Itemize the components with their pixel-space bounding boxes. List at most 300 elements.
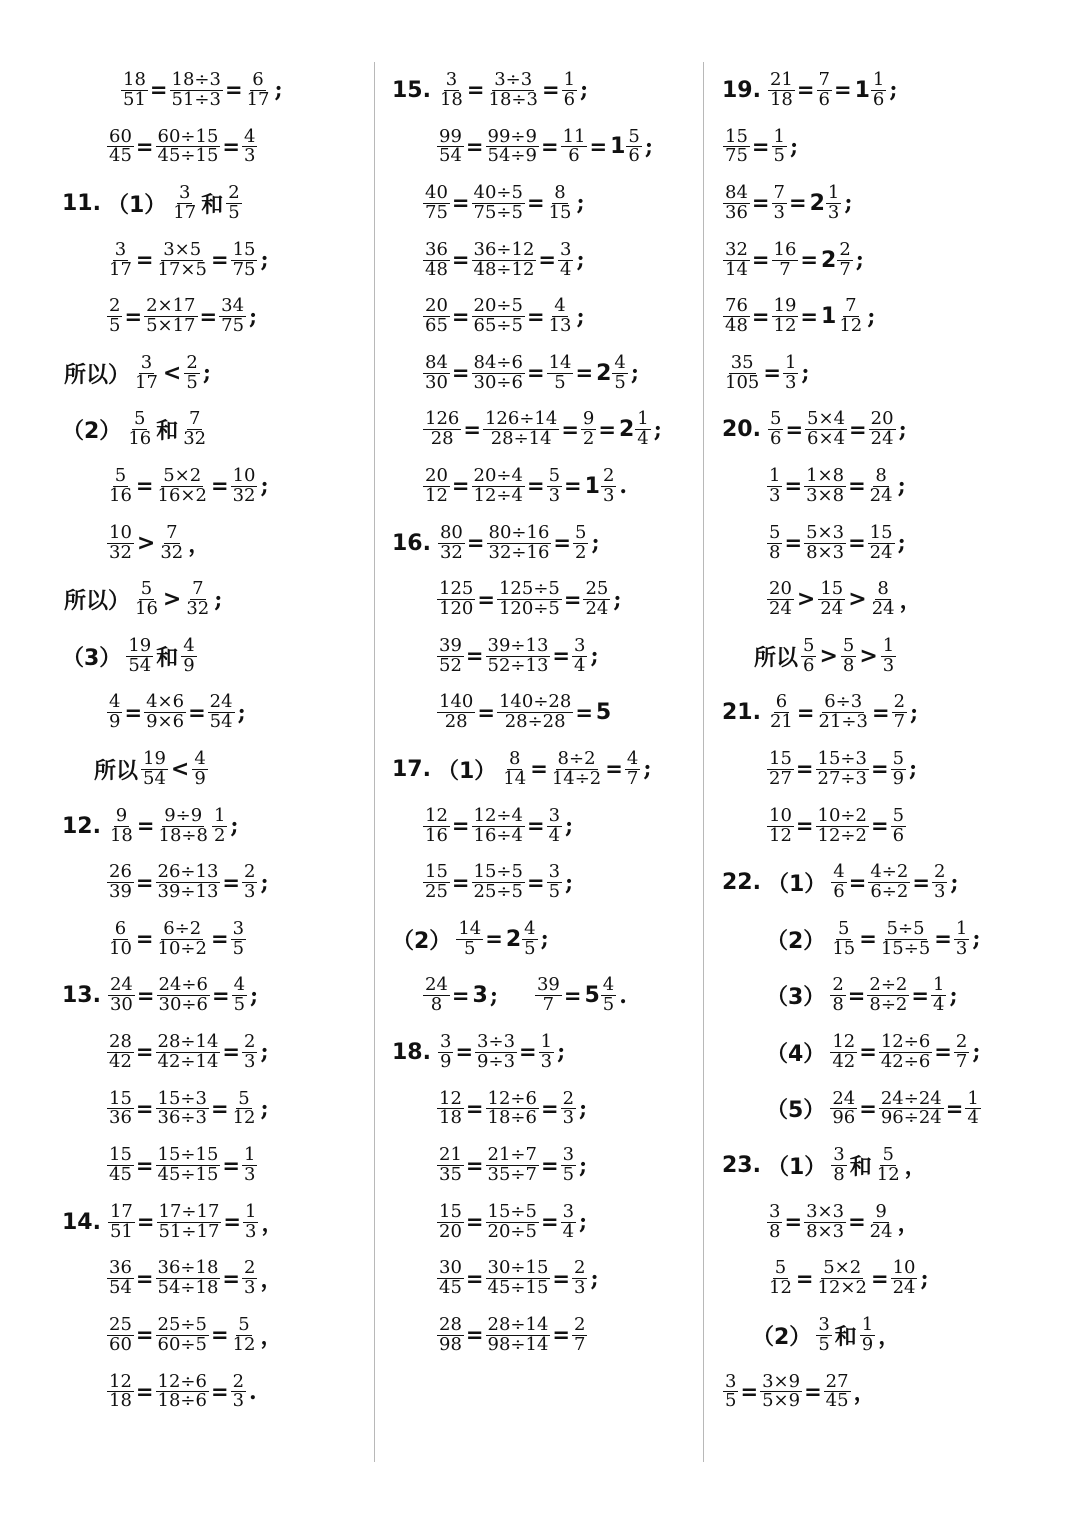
punctuation: ; bbox=[579, 1209, 588, 1236]
numerator: 3 bbox=[232, 917, 245, 939]
numerator: 2 bbox=[574, 1257, 586, 1279]
fraction bbox=[772, 184, 787, 223]
whole-number: 3 bbox=[472, 983, 488, 1009]
fraction bbox=[219, 297, 246, 336]
numerator: 20 bbox=[870, 408, 894, 430]
equals-sign: = bbox=[124, 304, 143, 329]
equals-sign: = bbox=[136, 814, 155, 839]
math-line bbox=[62, 119, 367, 176]
whole-number: 2 bbox=[821, 247, 837, 273]
numerator: 24 bbox=[109, 974, 133, 996]
problem-number: 12. bbox=[62, 813, 101, 839]
math-line bbox=[392, 685, 697, 742]
fraction bbox=[475, 1033, 517, 1072]
numerator: 12÷6 bbox=[487, 1087, 537, 1109]
numerator: 15 bbox=[869, 521, 893, 543]
numerator: 12 bbox=[832, 1031, 856, 1052]
math-line bbox=[722, 911, 1032, 968]
fraction bbox=[723, 184, 750, 223]
part-label: （2） bbox=[752, 1324, 812, 1350]
fraction bbox=[891, 804, 906, 846]
numerator: 3×3 bbox=[806, 1200, 845, 1222]
equals-sign: = bbox=[451, 474, 470, 499]
fraction bbox=[156, 238, 209, 280]
fraction bbox=[881, 634, 896, 676]
denominator: 24 bbox=[585, 598, 609, 620]
numerator: 1 bbox=[773, 125, 785, 147]
denominator: 21 bbox=[769, 711, 793, 733]
whole-number: 2 bbox=[618, 417, 635, 443]
fraction bbox=[192, 750, 207, 789]
numerator: 2 bbox=[244, 861, 256, 883]
denominator: 14÷2 bbox=[551, 767, 602, 789]
denominator: 9 bbox=[109, 711, 121, 733]
punctuation: ; bbox=[250, 982, 259, 1009]
denominator: 45 bbox=[439, 1277, 462, 1299]
denominator: 51 bbox=[109, 1220, 133, 1242]
fraction bbox=[231, 1370, 246, 1412]
whole-number: 2 bbox=[809, 190, 825, 216]
fraction bbox=[231, 467, 258, 506]
math-line bbox=[722, 1194, 1032, 1251]
equals-sign: = bbox=[135, 1040, 154, 1065]
fraction bbox=[767, 467, 782, 506]
numerator: 19 bbox=[143, 748, 166, 770]
denominator: 3 bbox=[827, 201, 840, 223]
fraction bbox=[561, 125, 588, 167]
math-line bbox=[62, 685, 367, 742]
denominator: 4 bbox=[560, 258, 572, 280]
equals-sign: = bbox=[135, 1153, 154, 1178]
fraction bbox=[561, 1087, 576, 1129]
numerator: 18 bbox=[123, 68, 146, 90]
punctuation: ; bbox=[949, 982, 958, 1009]
punctuation: ， bbox=[878, 1323, 901, 1350]
denominator: 54 bbox=[128, 654, 152, 676]
numerator: 1 bbox=[563, 68, 576, 90]
equals-sign: = bbox=[526, 870, 545, 895]
denominator: 5 bbox=[614, 371, 626, 393]
denominator: 3 bbox=[574, 1277, 586, 1299]
numerator: 2÷2 bbox=[869, 974, 908, 996]
numerator: 2 bbox=[602, 465, 615, 487]
fraction bbox=[423, 297, 450, 336]
denominator: 7 bbox=[626, 767, 639, 789]
equals-sign: = bbox=[859, 1040, 877, 1065]
fraction bbox=[547, 467, 562, 506]
numerator: 10 bbox=[769, 804, 792, 826]
fraction bbox=[486, 1259, 551, 1298]
fraction bbox=[830, 1033, 857, 1072]
fraction bbox=[547, 184, 574, 223]
fraction bbox=[768, 68, 795, 110]
equals-sign: = bbox=[519, 1040, 537, 1065]
denominator: 3 bbox=[540, 1050, 553, 1072]
numerator: 1 bbox=[245, 1200, 257, 1222]
equals-sign: = bbox=[563, 587, 582, 612]
denominator: 6×4 bbox=[807, 428, 846, 450]
fraction bbox=[879, 917, 932, 959]
equals-sign: = bbox=[751, 134, 770, 159]
numerator: 4 bbox=[626, 748, 639, 770]
numerator: 5 bbox=[838, 917, 850, 939]
denominator: 32 bbox=[186, 598, 210, 620]
fraction bbox=[437, 634, 464, 676]
denominator: 24 bbox=[871, 598, 895, 620]
fraction bbox=[931, 976, 946, 1015]
fraction bbox=[868, 1200, 895, 1242]
equals-sign: = bbox=[751, 304, 770, 329]
numerator: 12 bbox=[109, 1370, 132, 1392]
denominator: 18 bbox=[109, 824, 133, 846]
problem-number: 19. bbox=[722, 77, 761, 103]
equals-sign: = bbox=[575, 700, 593, 725]
denominator: 4 bbox=[967, 1107, 979, 1129]
fraction bbox=[423, 976, 450, 1015]
numerator: 26 bbox=[109, 861, 132, 883]
numerator: 10 bbox=[232, 465, 256, 487]
denominator: 32 bbox=[109, 541, 132, 563]
math-line bbox=[722, 798, 1032, 855]
fraction bbox=[723, 351, 761, 393]
denominator: 54 bbox=[143, 767, 166, 789]
equals-sign: = bbox=[911, 983, 929, 1008]
denominator: 18÷6 bbox=[487, 1107, 537, 1129]
numerator: 3÷3 bbox=[477, 1031, 516, 1052]
denominator: 17 bbox=[109, 258, 132, 280]
equals-sign: = bbox=[526, 191, 545, 216]
denominator: 17 bbox=[173, 201, 197, 223]
denominator: 9 bbox=[194, 767, 206, 789]
denominator: 4 bbox=[932, 994, 945, 1016]
equals-sign: = bbox=[222, 134, 241, 159]
equals-sign: = bbox=[465, 134, 484, 159]
fraction bbox=[486, 125, 539, 167]
problem-number: 20. bbox=[722, 417, 761, 443]
numerator: 5 bbox=[774, 1257, 787, 1279]
numerator: 1 bbox=[769, 465, 781, 487]
fraction bbox=[108, 1200, 135, 1242]
equals-sign: = bbox=[223, 1210, 241, 1235]
denominator: 12 bbox=[425, 484, 448, 506]
fraction bbox=[818, 580, 845, 619]
denominator: 3 bbox=[955, 937, 968, 959]
math-line bbox=[392, 571, 697, 628]
numerator: 1 bbox=[967, 1087, 979, 1109]
denominator: 9 bbox=[892, 767, 905, 789]
denominator: 5 bbox=[725, 1390, 737, 1412]
numerator: 6 bbox=[775, 691, 788, 713]
equals-sign: = bbox=[451, 983, 470, 1008]
punctuation: ; bbox=[909, 756, 918, 783]
part-label: （2） bbox=[62, 419, 122, 445]
fraction bbox=[522, 917, 537, 959]
fraction bbox=[804, 467, 846, 506]
numerator: 39 bbox=[439, 634, 462, 656]
denominator: 75 bbox=[425, 201, 448, 223]
numerator: 25 bbox=[109, 1313, 132, 1335]
equals-sign: = bbox=[477, 700, 495, 725]
equals-sign: = bbox=[136, 1210, 155, 1235]
math-line bbox=[722, 515, 1032, 572]
denominator: 51÷3 bbox=[171, 88, 221, 110]
equals-sign: = bbox=[526, 474, 545, 499]
punctuation: ; bbox=[789, 133, 799, 160]
numerator: 2 bbox=[244, 1257, 256, 1279]
denominator: 5 bbox=[602, 994, 615, 1016]
math-line bbox=[62, 232, 367, 289]
equals-sign: = bbox=[859, 927, 877, 952]
denominator: 65 bbox=[425, 315, 448, 337]
fraction bbox=[472, 184, 525, 223]
text-token: 和 bbox=[834, 1324, 857, 1350]
fraction bbox=[184, 351, 199, 393]
numerator: 8 bbox=[554, 182, 566, 204]
denominator: 9 bbox=[439, 1050, 452, 1072]
denominator: 2 bbox=[582, 428, 595, 450]
denominator: 2 bbox=[575, 541, 587, 563]
punctuation: ; bbox=[260, 1095, 269, 1122]
numerator: 40÷5 bbox=[473, 182, 523, 204]
fraction bbox=[561, 1200, 576, 1242]
denominator: 39÷13 bbox=[157, 881, 219, 903]
numerator: 15 bbox=[769, 748, 792, 770]
punctuation: ， bbox=[260, 1267, 283, 1294]
punctuation: ; bbox=[630, 360, 639, 387]
denominator: 24 bbox=[869, 541, 893, 563]
numerator: 3 bbox=[439, 1031, 452, 1052]
fraction bbox=[868, 521, 895, 563]
fraction bbox=[437, 1146, 464, 1185]
math-line bbox=[722, 232, 1032, 289]
denominator: 12 bbox=[769, 824, 792, 846]
denominator: 24 bbox=[892, 1277, 916, 1299]
equals-sign: = bbox=[575, 361, 594, 386]
denominator: 12÷2 bbox=[817, 824, 867, 846]
fraction bbox=[831, 863, 846, 902]
denominator: 5 bbox=[548, 881, 561, 903]
fraction bbox=[437, 1313, 464, 1355]
equals-sign: = bbox=[848, 531, 866, 556]
fraction bbox=[156, 1146, 221, 1185]
punctuation: ; bbox=[202, 360, 211, 387]
math-line bbox=[722, 288, 1032, 345]
fraction bbox=[437, 693, 475, 732]
fraction bbox=[472, 351, 525, 393]
math-line bbox=[62, 571, 367, 628]
column-2 bbox=[392, 62, 697, 1364]
problem-number: 18. bbox=[392, 1039, 431, 1065]
denominator: 12 bbox=[876, 1164, 900, 1186]
problem-number: 13. bbox=[62, 983, 101, 1009]
part-label: （1） bbox=[436, 758, 497, 784]
denominator: 7 bbox=[839, 258, 851, 280]
punctuation: ; bbox=[260, 869, 269, 896]
equals-sign: = bbox=[934, 927, 952, 952]
math-line bbox=[62, 968, 367, 1025]
math-line bbox=[722, 458, 1032, 515]
fraction bbox=[561, 1146, 576, 1185]
fraction bbox=[437, 1087, 464, 1129]
part-label: （2） bbox=[392, 928, 452, 954]
fraction bbox=[767, 750, 794, 789]
fraction bbox=[830, 976, 845, 1015]
numerator: 10 bbox=[892, 1257, 916, 1279]
math-line bbox=[62, 798, 367, 855]
numerator: 24÷6 bbox=[158, 974, 208, 996]
punctuation: ， bbox=[899, 588, 922, 615]
punctuation: . bbox=[619, 473, 628, 500]
numerator: 5 bbox=[238, 1087, 250, 1109]
punctuation: ， bbox=[853, 1380, 876, 1407]
denominator: 24 bbox=[820, 598, 844, 620]
problem-number: 14. bbox=[62, 1209, 101, 1235]
equals-sign: = bbox=[135, 248, 154, 273]
numerator: 4 bbox=[183, 634, 195, 656]
fraction bbox=[830, 917, 857, 959]
numerator: 19 bbox=[773, 295, 797, 317]
numerator: 5 bbox=[892, 748, 905, 770]
fraction bbox=[437, 125, 464, 167]
math-line bbox=[392, 628, 697, 685]
column-divider bbox=[703, 62, 704, 1462]
fraction bbox=[581, 410, 596, 449]
math-line bbox=[62, 288, 367, 345]
problem-number: 11. bbox=[62, 190, 101, 216]
fraction bbox=[830, 1087, 857, 1129]
numerator: 1 bbox=[861, 1313, 874, 1335]
fraction bbox=[144, 297, 197, 336]
denominator: 10 bbox=[109, 937, 132, 959]
denominator: 45÷15 bbox=[157, 145, 219, 167]
numerator: 5 bbox=[114, 465, 127, 487]
denominator: 27 bbox=[769, 767, 792, 789]
denominator: 5 bbox=[773, 145, 785, 167]
denominator: 17 bbox=[135, 371, 158, 393]
numerator: 5 bbox=[238, 1313, 250, 1335]
math-line bbox=[722, 968, 1032, 1025]
numerator: 15 bbox=[109, 1144, 132, 1166]
numerator: 12÷4 bbox=[473, 804, 523, 826]
numerator: 4÷2 bbox=[870, 861, 909, 883]
fraction bbox=[932, 863, 947, 902]
denominator: 3 bbox=[232, 1390, 245, 1412]
denominator: 35 bbox=[439, 1164, 462, 1186]
numerator: 8 bbox=[877, 578, 889, 600]
fraction bbox=[107, 297, 122, 336]
numerator: 126 bbox=[425, 408, 460, 430]
fraction bbox=[121, 68, 148, 110]
numerator: 2 bbox=[574, 1313, 586, 1335]
fraction bbox=[869, 410, 896, 449]
numerator: 12÷6 bbox=[157, 1370, 207, 1392]
math-line bbox=[62, 1307, 367, 1364]
numerator: 15 bbox=[232, 238, 256, 260]
denominator: 18÷8 bbox=[158, 824, 208, 846]
math-line bbox=[62, 1250, 367, 1307]
math-line bbox=[392, 1137, 697, 1194]
numerator: 21÷7 bbox=[487, 1144, 537, 1166]
fraction bbox=[156, 1313, 209, 1355]
numerator: 2 bbox=[955, 1031, 968, 1052]
text-token: > bbox=[796, 587, 816, 613]
denominator: 5 bbox=[562, 1164, 575, 1186]
fraction bbox=[804, 1200, 846, 1242]
denominator: 48 bbox=[425, 258, 448, 280]
denominator: 105 bbox=[725, 371, 760, 393]
denominator: 6 bbox=[563, 88, 576, 110]
equals-sign: = bbox=[848, 1210, 866, 1235]
whole-number: 1 bbox=[854, 77, 870, 103]
fraction bbox=[891, 1259, 918, 1298]
numerator: 3 bbox=[562, 1144, 575, 1166]
numerator: 1×8 bbox=[806, 465, 845, 487]
equals-sign: = bbox=[751, 191, 770, 216]
numerator: 4 bbox=[194, 748, 206, 770]
math-line bbox=[392, 119, 697, 176]
equals-sign: = bbox=[124, 700, 143, 725]
equals-sign: = bbox=[796, 78, 815, 103]
numerator: 8÷2 bbox=[557, 748, 596, 770]
punctuation: ; bbox=[565, 869, 574, 896]
numerator: 15÷5 bbox=[473, 861, 523, 883]
problem-number: 16. bbox=[392, 530, 431, 556]
numerator: 126÷14 bbox=[484, 408, 558, 430]
fraction bbox=[423, 467, 450, 506]
numerator: 60÷15 bbox=[157, 125, 219, 147]
math-line bbox=[722, 571, 1032, 628]
equals-sign: = bbox=[188, 700, 206, 725]
equals-sign: = bbox=[465, 1323, 484, 1348]
denominator: 6 bbox=[872, 88, 885, 110]
numerator: 20 bbox=[769, 578, 792, 600]
punctuation: ; bbox=[260, 1039, 269, 1066]
numerator: 1 bbox=[955, 917, 968, 939]
math-line bbox=[62, 911, 367, 968]
punctuation: ; bbox=[237, 699, 246, 726]
punctuation: ; bbox=[260, 473, 269, 500]
numerator: 20÷4 bbox=[473, 465, 523, 487]
numerator: 1 bbox=[784, 351, 797, 373]
numerator: 3×9 bbox=[762, 1370, 801, 1392]
fraction bbox=[572, 1259, 587, 1298]
equals-sign: = bbox=[210, 1096, 229, 1121]
fraction bbox=[547, 863, 562, 902]
equals-sign: = bbox=[553, 531, 571, 556]
equals-sign: = bbox=[563, 983, 582, 1008]
numerator: 28÷14 bbox=[157, 1031, 219, 1052]
equals-sign: = bbox=[135, 870, 154, 895]
denominator: 20÷5 bbox=[487, 1220, 537, 1242]
denominator: 17 bbox=[246, 88, 270, 110]
fraction bbox=[456, 917, 483, 959]
fraction bbox=[156, 1370, 209, 1412]
denominator: 36 bbox=[109, 1107, 132, 1129]
equals-sign: = bbox=[598, 417, 616, 442]
fraction bbox=[242, 1033, 257, 1072]
denominator: 98÷14 bbox=[487, 1333, 549, 1355]
denominator: 7 bbox=[574, 1333, 586, 1355]
denominator: 24 bbox=[869, 1220, 893, 1242]
fraction bbox=[583, 580, 610, 619]
denominator: 7 bbox=[893, 711, 906, 733]
part-label: （3） bbox=[766, 985, 826, 1011]
equals-sign: = bbox=[541, 78, 560, 103]
punctuation: ; bbox=[920, 1265, 929, 1292]
equals-sign: = bbox=[871, 700, 890, 725]
numerator: 6 bbox=[252, 68, 264, 90]
numerator: 5 bbox=[769, 521, 781, 543]
